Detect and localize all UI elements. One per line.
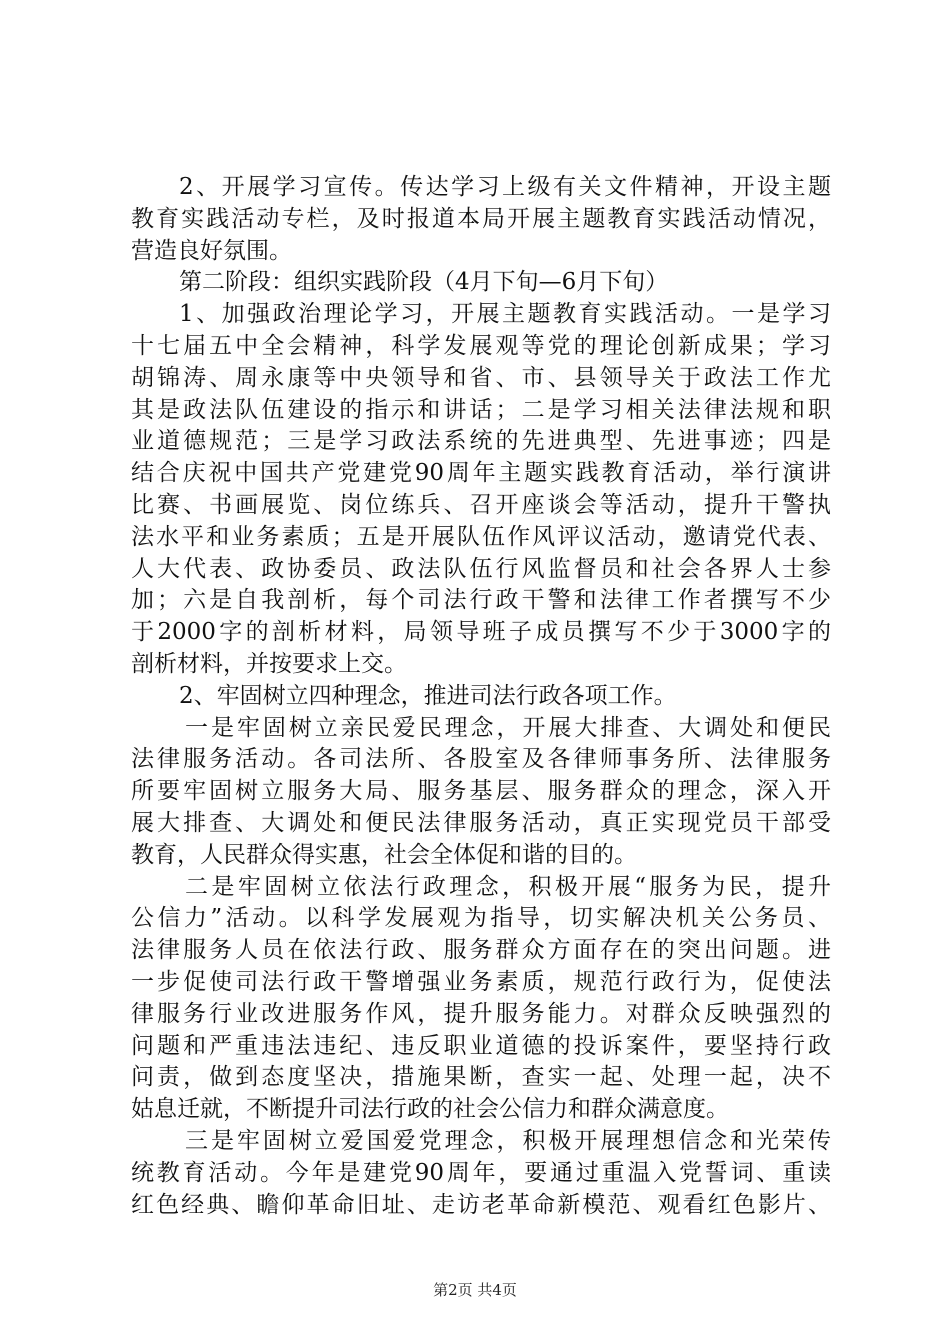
text-line: 人大代表、政协委员、政法队伍行风监督员和社会各界人士参 — [131, 555, 831, 582]
text-line: 所要牢固树立服务大局、服务基层、服务群众的理念，深入开 — [131, 778, 831, 805]
text-line: 营造良好氛围。 — [131, 237, 292, 264]
text-line: 其是政法队伍建设的指示和讲话；二是学习相关法律法规和职 — [131, 396, 831, 423]
text-line: 律服务行业改进服务作风，提升服务能力。对群众反映强烈的 — [131, 1000, 831, 1027]
text-line: 公信力”活动。以科学发展观为指导，切实解决机关公务员、 — [131, 905, 831, 932]
text-line: 法律服务活动。各司法所、各股室及各律师事务所、法律服务 — [131, 746, 831, 773]
text-line: 展大排查、大调处和便民法律服务活动，真正实现党员干部受 — [131, 809, 831, 836]
section-heading: 第二阶段：组织实践阶段（4月下旬—6月下旬） — [179, 269, 669, 296]
text-line: 教育，人民群众得实惠，社会全体促和谐的目的。 — [131, 841, 637, 868]
text-line: 十七届五中全会精神，科学发展观等党的理论创新成果；学习 — [131, 332, 831, 359]
text-line: 加；六是自我剖析，每个司法行政干警和法律工作者撰写不少 — [131, 587, 831, 614]
text-line: 红色经典、瞻仰革命旧址、走访老革命新模范、观看红色影片、 — [131, 1191, 831, 1218]
text-line: 比赛、书画展览、岗位练兵、召开座谈会等活动，提升干警执 — [131, 491, 831, 518]
text-line: 结合庆祝中国共产党建党90周年主题实践教育活动，举行演讲 — [131, 460, 831, 487]
text-line: 统教育活动。今年是建党90周年，要通过重温入党誓词、重读 — [131, 1159, 831, 1186]
text-line: 问责，做到态度坚决，措施果断，查实一起、处理一起，决不 — [131, 1064, 831, 1091]
document-body — [131, 172, 831, 1221]
page-number-footer: 第2页 共4页 — [433, 1281, 517, 1299]
text-line: 一是牢固树立亲民爱民理念，开展大排查、大调处和便民 — [185, 714, 831, 741]
text-line: 一步促使司法行政干警增强业务素质，规范行政行为，促使法 — [131, 968, 831, 995]
text-line: 2、牢固树立四种理念，推进司法行政各项工作。 — [179, 682, 677, 709]
text-line: 法律服务人员在依法行政、服务群众方面存在的突出问题。进 — [131, 937, 831, 964]
text-line: 2、开展学习宣传。传达学习上级有关文件精神，开设主题 — [179, 174, 831, 200]
text-line: 于2000字的剖析材料，局领导班子成员撰写不少于3000字的 — [131, 619, 831, 646]
text-line: 法水平和业务素质；五是开展队伍作风评议活动，邀请党代表、 — [131, 523, 831, 550]
text-line: 胡锦涛、周永康等中央领导和省、市、县领导关于政法工作尤 — [131, 364, 831, 391]
text-line: 教育实践活动专栏，及时报道本局开展主题教育实践活动情况， — [131, 205, 831, 232]
text-line: 姑息迁就，不断提升司法行政的社会公信力和群众满意度。 — [131, 1096, 729, 1123]
text-line: 1、加强政治理论学习，开展主题教育实践活动。一是学习 — [179, 301, 831, 328]
text-line: 问题和严重违法违纪、违反职业道德的投诉案件，要坚持行政 — [131, 1032, 831, 1059]
text-line: 业道德规范；三是学习政法系统的先进典型、先进事迹；四是 — [131, 428, 831, 455]
text-line: 二是牢固树立依法行政理念，积极开展“服务为民，提升 — [185, 873, 831, 900]
text-line: 剖析材料，并按要求上交。 — [131, 650, 407, 677]
text-line: 三是牢固树立爱国爱党理念，积极开展理想信念和光荣传 — [185, 1127, 831, 1154]
